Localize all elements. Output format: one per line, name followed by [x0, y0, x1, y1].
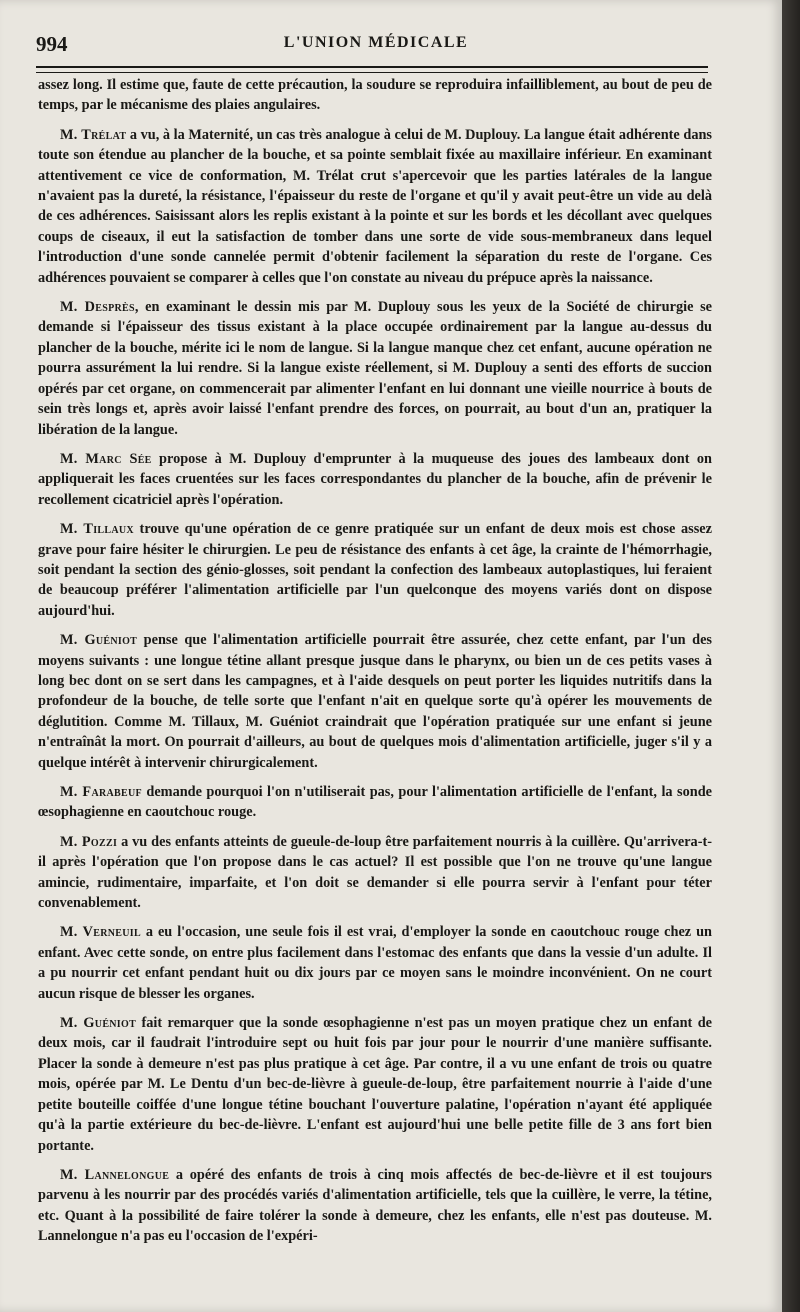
paragraph: [38, 832, 712, 914]
paragraph-text: demande pourquoi l'on n'utiliserait pas, pour l'alimentation artificielle de l'enfant, la sonde œsophagienne en caoutchouc rouge.: [38, 784, 712, 821]
page-number: 994: [36, 32, 68, 56]
paragraph-text: a vu, à la Maternité, un cas très analogue à celui de M. Duplouy. La langue était adhérente dans toute son étendue au plancher de la bouche, et sa pointe semblait fixée au maxillaire inférieur. En examinant attentivement ce vice de conformation, M. Trélat crut s'apercevoir que les parties latérales de la langue n'avaient pas la dureté, la résistance, l'épaisseur du reste de l'organe et qu'il y avait peut-être un vide au delà de ces adhérences. Saisissant alors les replis existant à la pointe et sur les bords et les décollant avec quelques coups de ciseaux, il eut la satisfaction de tomber dans une sorte de vide sous-membraneux dans lequel l'introduction d'une sonde cannelée permit d'obtenir facilement la séparation du reste de l'organe. Ces adhérences pouvaient se comparer à celles que l'on constate au niveau du prépuce après la naissance.: [38, 126, 712, 286]
paragraph: [38, 1013, 712, 1156]
speaker-name: M. Pozzi: [60, 833, 118, 850]
running-title: L'UNION MÉDICALE: [283, 34, 469, 51]
paragraph: [38, 449, 712, 510]
paragraph: [38, 519, 712, 621]
page-edge-shadow: [782, 0, 800, 1312]
speaker-name: M. Verneuil: [60, 924, 141, 941]
paragraph: [38, 75, 712, 116]
paragraph: [38, 297, 712, 440]
header-rule-thin: [36, 72, 708, 73]
paragraph-text: fait remarquer que la sonde œsophagienne n'est pas un moyen pratique chez un enfant de deux mois, car il faudrait l'introduire sept ou huit fois par jour pour le nourrir d'une manière suffisante. Placer la sonde à demeure n'est pas plus pratique à cet âge. Par contre, il a vu une enfant de trois ou quatre mois, opérée par M. Le Dentu d'un bec-de-lièvre à gueule-de-loup, être parfaitement nourrie à l'aide d'une petite bouteille coiffée d'une longue tétine bouchant l'ouverture palatine, l'opération n'ayant été appliquée qu'à la partie extérieure du bec-de-lièvre. L'enfant est aujourd'hui une belle petite fille de 3 ans fort bien portante.: [38, 1015, 712, 1154]
paragraph-text: a opéré des enfants de trois à cinq mois affectés de bec-de-lièvre et il est toujours parvenu à les nourrir par des procédés variés d'alimentation artificielle, tels que la cuillère, le verre, la tétine, etc. Quant à la possibilité de faire tolérer la sonde à demeure, chez les enfants, elle n'est pas douteuse. M. Lannelongue n'a pas eu l'occasion de l'expéri-: [38, 1166, 713, 1245]
paragraph-text: a eu l'occasion, une seule fois il est vrai, d'employer la sonde en caoutchouc rouge chez un enfant. Avec cette sonde, on entre plus facilement dans l'estomac des enfants que dans la vessie d'un adulte. Il a pu nourrir cet enfant pendant huit ou dix jours par ce moyen sans le moindre inconvénient. On ne court aucun risque de blesser les organes.: [38, 924, 712, 1002]
paragraph-text: pense que l'alimentation artificielle pourrait être assurée, chez cette enfant, par l'un des moyens suivants : une longue tétine allant presque jusque dans le pharynx, ou bien un de ces petits vases à long bec dont on se sert dans les campagnes, et à l'aide desquels on peut porter les liquides nutritifs dans la profondeur de la bouche, de telle sorte que l'enfant n'ait en quelque sorte qu'à opérer les mouvements de déglutition. Comme M. Tillaux, M. Guéniot craindrait que l'opération pratiquée sur une enfant si jeune n'entraînât la mort. On pourrait d'ailleurs, au bout de quelques mois d'alimentation artificielle, juger s'il y a quelque intérêt à intervenir chirurgicalement.: [38, 632, 712, 771]
paragraph-text: trouve qu'une opération de ce genre pratiquée sur un enfant de deux mois est chose assez grave pour faire hésiter le chirurgien. Le peu de résistance des enfants à cet âge, la crainte de l'hémorrhagie, soit pendant la section des génio-glosses, soit pendant la confection des lambeaux autoplastiques, lui feraient de beaucoup préférer l'alimentation artificielle par l'un quelconque des moyens variés dont on dispose aujourd'hui.: [38, 521, 712, 619]
paragraph-text: propose à M. Duplouy d'emprunter à la muqueuse des joues des lambeaux dont on appliquerait les faces cruentées sur les faces correspondantes du plancher de la bouche, afin de prévenir le recollement cicatriciel après l'opération.: [38, 450, 712, 508]
paragraph: [38, 125, 712, 288]
speaker-name: M. Desprès: [60, 299, 135, 316]
speaker-name: M. Guéniot: [60, 632, 138, 649]
paragraph: [38, 1165, 712, 1247]
speaker-name: M. Tillaux: [60, 521, 134, 538]
speaker-name: M. Farabeuf: [60, 784, 142, 800]
header-rule: [36, 66, 708, 68]
page-header: [36, 30, 716, 60]
paragraph: [38, 782, 712, 823]
paragraph: [38, 630, 712, 773]
speaker-name: M. Guéniot: [60, 1015, 137, 1032]
paragraph-text: assez long. Il estime que, faute de cette précaution, la soudure se reproduira infailliblement, au bout de peu de temps, par le mécanisme des plaies angulaires.: [38, 77, 712, 114]
speaker-name: M. Trélat: [60, 126, 127, 143]
speaker-name: M. Lannelongue: [60, 1166, 170, 1183]
article-body: [38, 75, 712, 1256]
paragraph-text: a vu des enfants atteints de gueule-de-loup être parfaitement nourris à la cuillère. Qu'arrivera-t-il après l'opération que l'on propose dans le cas actuel? Il est possible que l'on ne trouve qu'une langue amincie, rudimentaire, imparfaite, et l'on doit se demander si elle pourra servir à l'enfant pour téter convenablement.: [38, 833, 712, 912]
paragraph-text: , en examinant le dessin mis par M. Duplouy sous les yeux de la Société de chirurgie se demande si l'épaisseur des tissus existant à la place occupée ordinairement par la langue au-dessus du plancher de la bouche, mérite ici le nom de langue. Si la langue manque chez cet enfant, aucune opération ne pourra assurément la lui rendre. Si la langue existe réellement, si M. Duplouy a senti des efforts de succion opérés par cet organe, on commencerait par alimenter l'enfant en lui donnant une vieille nourrice à bouts de sein très longs et, après avoir laissé l'enfant prendre des forces, on pourrait, au bout d'un an, pratiquer la libération de la langue.: [38, 299, 713, 438]
speaker-name: M. Marc Sée: [60, 450, 152, 467]
paragraph: [38, 922, 712, 1004]
